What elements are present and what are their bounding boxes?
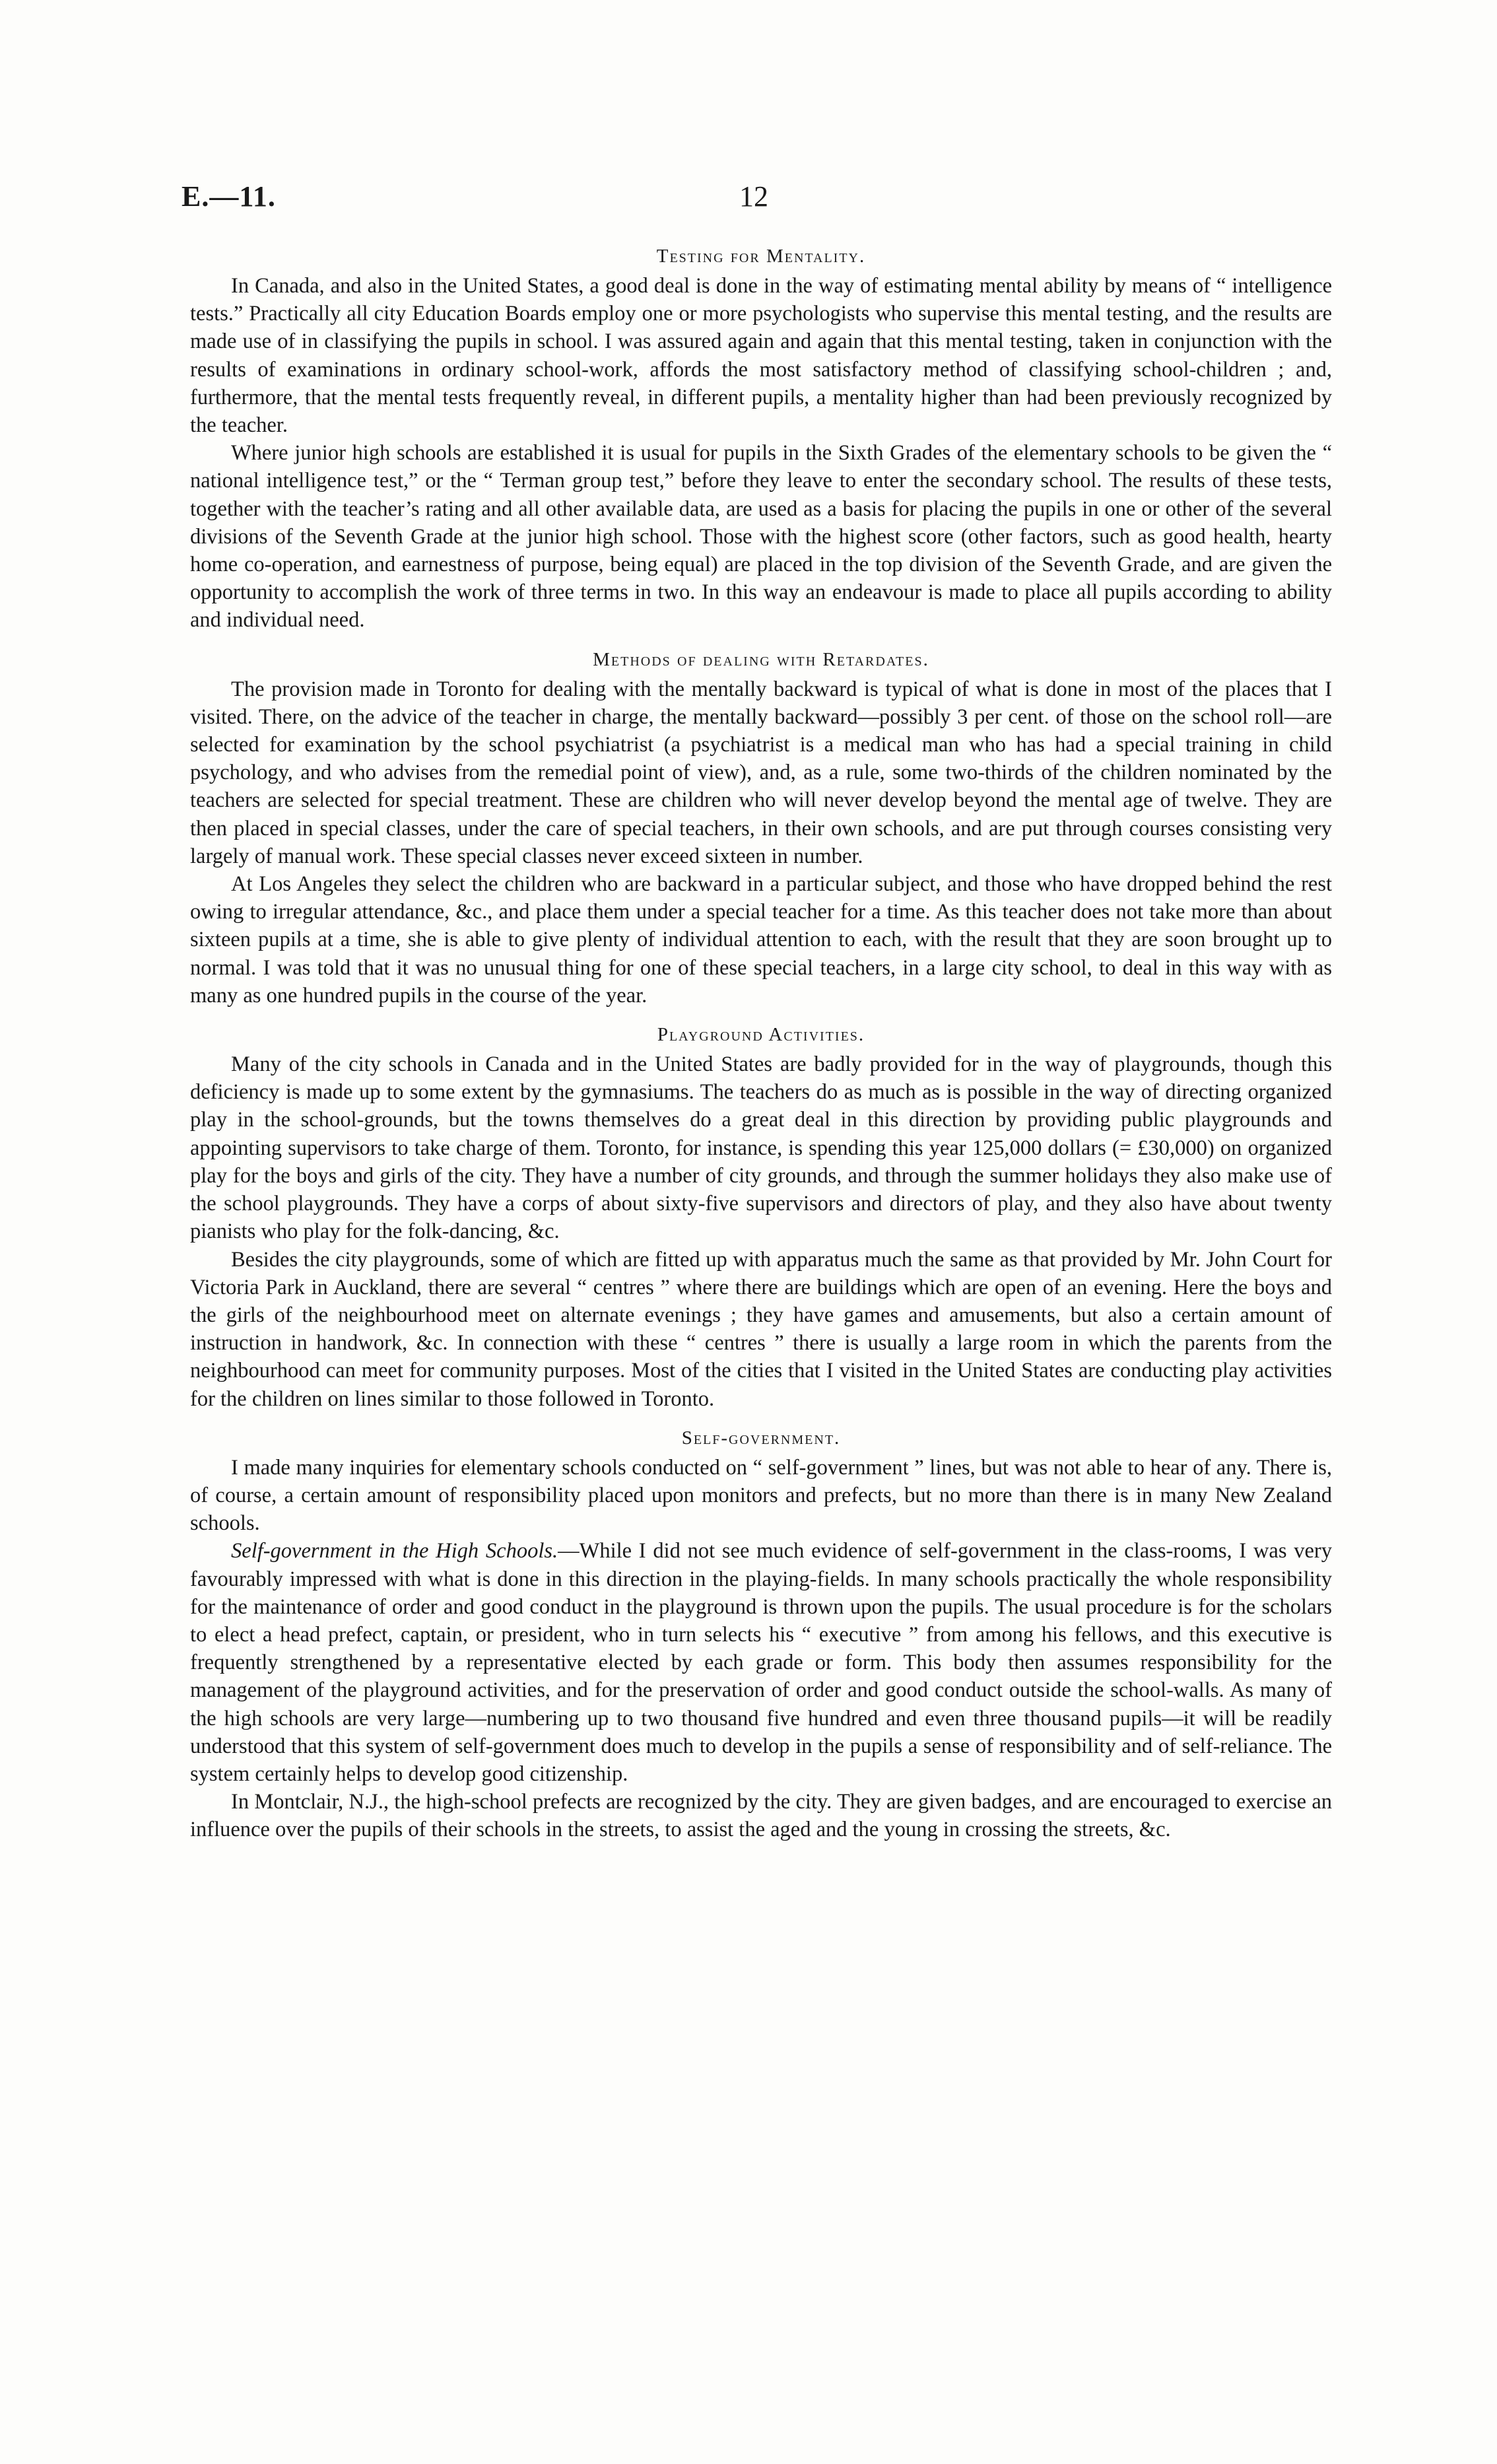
paragraph-italic-lead: Self-government in the High Schools.	[231, 1539, 558, 1563]
section-heading-self-government: Self-government.	[681, 1427, 841, 1449]
paragraph: Many of the city schools in Canada and in the United States are badly provided for in the way of playgrounds, though this deficiency is made up to some extent by the gymnasiums. The teachers do as much as is possible in the way of directing organized play in the school-grounds, but the towns themselves do a great deal in this direction by providing public playgrounds and appointing supervisors to take charge of them. Toronto, for instance, is spending this year 125,000 dollars (= £30,000) on organized play for the boys and girls of the city. They have a number of city grounds, and through the summer holidays they also make use of the school playgrounds. They have a corps of about sixty-five supervisors and directors of play, and they also have about twenty pianists who play for the folk-dancing, &c.	[190, 1052, 1332, 1244]
paragraph: At Los Angeles they select the children who are backward in a particular subject, and those who have dropped behind the rest owing to irregular attendance, &c., and place them under a special teacher for a time. As this teacher does not take more than about sixteen pupils at a time, she is able to give plenty of individual attention to each, with the result that they are soon brought up to normal. I was told that it was no unusual thing for one of these special teachers, in a large city school, to deal in this way with as many as one hundred pupils in the course of the year.	[190, 872, 1332, 1008]
page-number: 12	[739, 180, 768, 213]
paragraph: The provision made in Toronto for dealing with the mentally backward is typical of what is done in most of the places that I visited. There, on the advice of the teacher in charge, the mentally backward—possibly 3 per cent. of those on the school roll—are selected for examination by the school psychiatrist (a psychiatrist is a medical man who has had a special training in child psychology, and who advises from the remedial point of view), and, as a rule, some two-thirds of the children nominated by the teachers are selected for special treatment. These are children who will never develop beyond the mental age of twelve. They are then placed in special classes, under the care of special teachers, in their own schools, and are put through courses consisting very largely of manual work. These special classes never exceed sixteen in number.	[190, 677, 1332, 868]
paragraph: In Canada, and also in the United States, a good deal is done in the way of estimating mental ability by means of “ intelligence tests.” Practically all city Education Boards employ one or more psychologists who supervise this mental testing, and the results are made use of in classifying the pupils in school. I was assured again and again that this mental testing, taken in conjunction with the results of examinations in ordinary school-work, affords the most satisfactory method of classifying school-children ; and, furthermore, that the mental tests frequently reveal, in different pupils, a mentality higher than had been previously recognized by the teacher.	[190, 274, 1332, 438]
document-reference: E.—11.	[182, 180, 276, 213]
section-heading-playground-activities: Playground Activities.	[657, 1024, 865, 1046]
paragraph: Where junior high schools are established it is usual for pupils in the Sixth Grades of the elementary schools to be given the “ national intelligence test,” or the “ Terman group test,” before they leave to enter the secondary school. The results of these tests, together with the teacher’s rating and all other available data, are used as a basis for placing the pupils in one or other of the several divisions of the Seventh Grade at the junior high school. Those with the highest score (other factors, such as good health, hearty home co-operation, and earnestness of purpose, being equal) are placed in the top division of the Seventh Grade, and are given the opportunity to accomplish the work of three terms in two. In this way an endeavour is made to place all pupils according to ability and individual need.	[190, 441, 1332, 633]
page-body	[190, 243, 1332, 1844]
paragraph: Besides the city playgrounds, some of which are fitted up with apparatus much the same as that provided by Mr. John Court for Victoria Park in Auckland, there are several “ centres ” where there are buildings which are open of an evening. Here the boys and the girls of the neighbourhood meet on alternate evenings ; they have games and amusements, but also a certain amount of instruction in handwork, &c. In connection with these “ centres ” there is usually a large room in which the parents from the neighbourhood can meet for community purposes. Most of the cities that I visited in the United States are conducting play activities for the children on lines similar to those followed in Toronto.	[190, 1247, 1332, 1411]
page-header	[182, 180, 1333, 219]
section-heading-testing-for-mentality: Testing for Mentality.	[656, 246, 866, 267]
paragraph-montclair: In Montclair, N.J., the high-school prefects are recognized by the city. They are given badges, and are encouraged to exercise an influence over the pupils of their schools in the streets, to assist the aged and the young in crossing the streets, &c.	[190, 1790, 1332, 1842]
paragraph-self-government-high-schools	[190, 1537, 1332, 1788]
section-heading-methods-of-dealing-with-retardates: Methods of dealing with Retardates.	[593, 648, 929, 670]
paragraph-text: —While I did not see much evidence of self-government in the class-rooms, I was very favourably impressed with what is done in this direction in the playing-fields. In many schools practically the whole responsibility for the maintenance of order and good conduct in the playground is thrown upon the pupils. The usual procedure is for the scholars to elect a head prefect, captain, or president, who in turn selects his “ executive ” from among his fellows, and this executive is frequently strengthened by a representative elected by each grade or form. This body then assumes responsibility for the management of the playground activities, and for the preservation of order and good conduct outside the school-walls. As many of the high schools are very large—numbering up to two thousand five hundred and even three thousand pupils—it will be readily understood that this system of self-government does much to develop in the pupils a sense of responsibility and of self-reliance. The system certainly helps to develop good citizenship.	[190, 1539, 1332, 1786]
paragraph: I made many inquiries for elementary schools conducted on “ self-government ” lines, but was not able to hear of any. There is, of course, a certain amount of responsibility placed upon monitors and prefects, but no more than there is in many New Zealand schools.	[190, 1455, 1332, 1536]
